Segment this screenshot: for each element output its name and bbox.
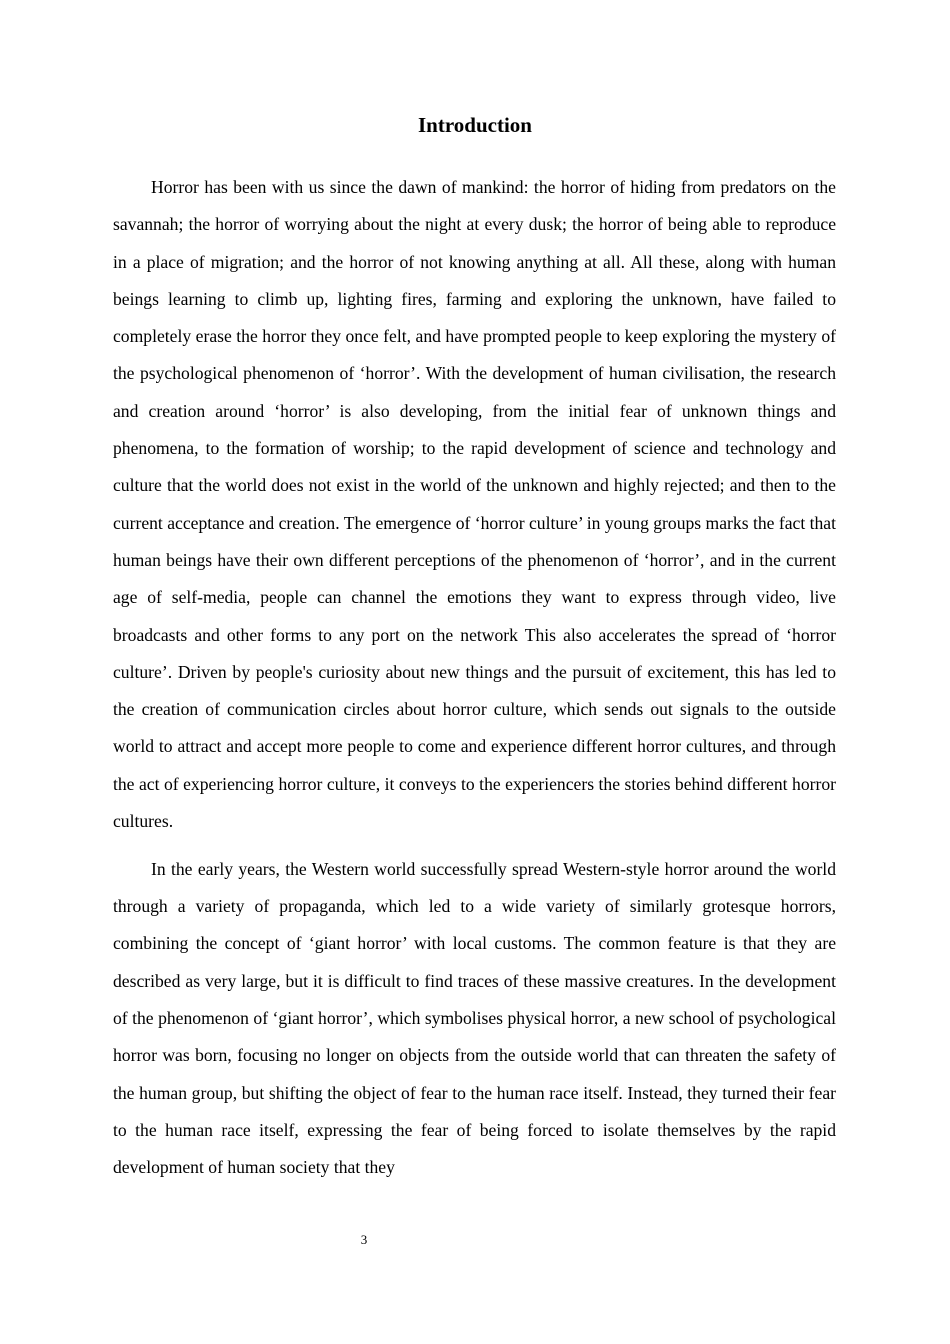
page-number: 3: [360, 1232, 368, 1247]
section-title: Introduction: [418, 113, 532, 137]
body-text: [113, 169, 836, 1187]
paragraph-2: In the early years, the Western world successfully spread Western-style horror around the world through a variety of propaganda, which led to a wide variety of similarly grotesque horrors, combining the concept of ‘giant horror’ with local customs. The common feature is that they are described as very large, but it is difficult to find traces of these massive creatures. In the development of the phenomenon of ‘giant horror’, which symbolises physical horror, a new school of psychological horror was born, focusing no longer on objects from the outside world that can threaten the safety of the human group, but shifting the object of fear to the human race itself. Instead, they turned their fear to the human race itself, expressing the fear of being forced to isolate themselves by the rapid development of human society that they: [113, 858, 836, 1178]
paragraph-1: Horror has been with us since the dawn of mankind: the horror of hiding from predators on the savannah; the horror of worrying about the night at every dusk; the horror of being able to reproduce in a place of migration; and the horror of not knowing anything at all. All these, along with human beings learning to climb up, lighting fires, farming and exploring the unknown, have failed to completely erase the horror they once felt, and have prompted people to keep exploring the mystery of the psychological phenomenon of ‘horror’. With the development of human civilisation, the research and creation around ‘horror’ is also developing, from the initial fear of unknown things and phenomena, to the formation of worship; to the rapid development of science and technology and culture that the world does not exist in the world of the unknown and highly rejected; and then to the current acceptance and creation. The emergence of ‘horror culture’ in young groups marks the fact that human beings have their own different perceptions of the phenomenon of ‘horror’, and in the current age of self-media, people can channel the emotions they want to express through video, live broadcasts and other forms to any port on the network This also accelerates the spread of ‘horror culture’. Driven by people's curiosity about new things and the pursuit of excitement, this has led to the creation of communication circles about horror culture, which sends out signals to the outside world to attract and accept more people to come and experience different horror cultures, and through the act of experiencing horror culture, it conveys to the experiencers the stories behind different horror cultures.: [113, 177, 836, 832]
